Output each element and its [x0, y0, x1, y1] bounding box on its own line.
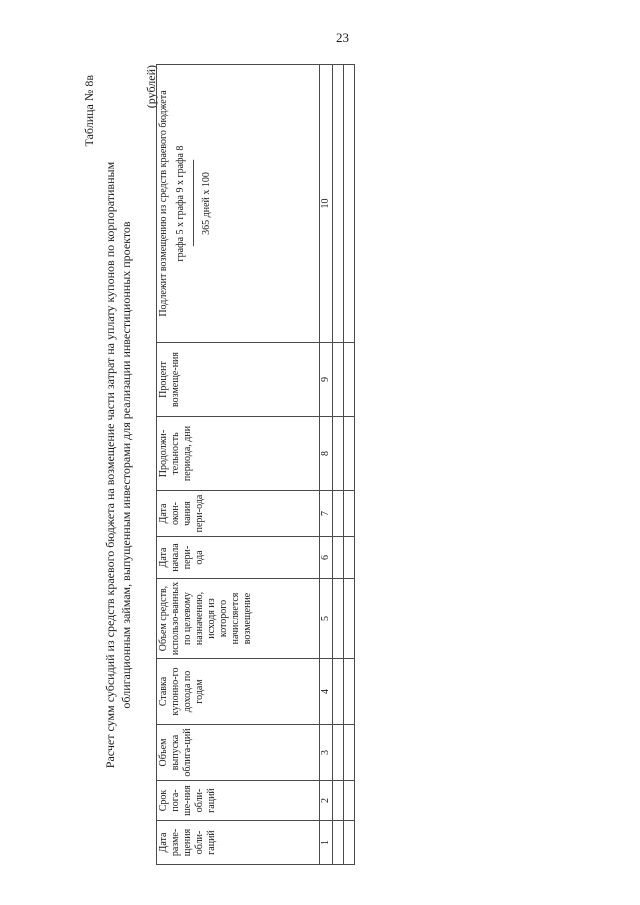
formula — [174, 67, 213, 340]
table-cell — [333, 725, 344, 781]
table-cell — [333, 65, 344, 343]
table-cell — [333, 417, 344, 491]
col-header-4: Ставка купонно-го дохода по годам — [157, 659, 320, 725]
table-cell — [344, 417, 355, 491]
units-label: (рублей) — [144, 65, 158, 109]
column-number-row — [320, 65, 333, 865]
page-number: 23 — [336, 30, 349, 45]
col-header-1: Дата разме-щения обли-гаций — [157, 821, 320, 865]
col-num-10: 10 — [320, 65, 333, 343]
formula-numerator: графа 5 х графа 9 х графа 8 — [175, 145, 186, 262]
table-cell — [344, 821, 355, 865]
table-cell — [344, 579, 355, 659]
table-cell — [333, 659, 344, 725]
table-cell — [344, 725, 355, 781]
col-header-2: Срок пога-ше-ния обли-гаций — [157, 781, 320, 821]
col-num-2: 2 — [320, 781, 333, 821]
formula-rule: ------------------------------------- — [188, 160, 199, 247]
col-num-6: 6 — [320, 537, 333, 579]
col-num-5: 5 — [320, 579, 333, 659]
col-header-10-label: Подлежит возмещению из средств краевого бюджета — [158, 90, 169, 317]
title-line-1: Расчет сумм субсидий из средств краевого бюджета на возмещение части затрат на уплату купонов по корпоративным — [103, 161, 117, 769]
col-header-7: Дата окон-чания пери-ода — [157, 491, 320, 537]
table-cell — [344, 343, 355, 417]
subsidy-table — [156, 64, 355, 865]
col-num-7: 7 — [320, 491, 333, 537]
col-num-8: 8 — [320, 417, 333, 491]
col-header-6: Дата начала пери-ода — [157, 537, 320, 579]
table-cell — [333, 491, 344, 537]
rotated-sheet — [82, 65, 382, 865]
col-header-9: Процент возмеще-ния — [157, 343, 320, 417]
col-num-9: 9 — [320, 343, 333, 417]
table-cell — [344, 781, 355, 821]
table-cell — [333, 343, 344, 417]
table-cell — [333, 537, 344, 579]
col-header-3: Объем выпуска облига-ций — [157, 725, 320, 781]
table-cell — [333, 781, 344, 821]
title-line-2: облигационным займам, выпущенным инвесторами для реализации инвестиционных проектов — [119, 221, 134, 709]
table-cell — [333, 579, 344, 659]
table-row — [344, 65, 355, 865]
col-header-8: Продолжи-тельность периода, дни — [157, 417, 320, 491]
table-cell — [344, 65, 355, 343]
col-num-3: 3 — [320, 725, 333, 781]
table-cell — [344, 491, 355, 537]
col-num-1: 1 — [320, 821, 333, 865]
table-cell — [333, 821, 344, 865]
table-cell — [344, 659, 355, 725]
table-title — [102, 85, 134, 845]
col-header-5: Объем средств, использо-ванных по целевому назначению, исходя из которого начисляется возмещение — [157, 579, 320, 659]
table-cell — [344, 537, 355, 579]
table-row — [333, 65, 344, 865]
col-header-10 — [157, 65, 320, 343]
table-number: Таблица № 8в — [82, 75, 96, 147]
header-row — [157, 65, 320, 865]
col-num-4: 4 — [320, 659, 333, 725]
formula-denominator: 365 дней х 100 — [201, 172, 212, 235]
